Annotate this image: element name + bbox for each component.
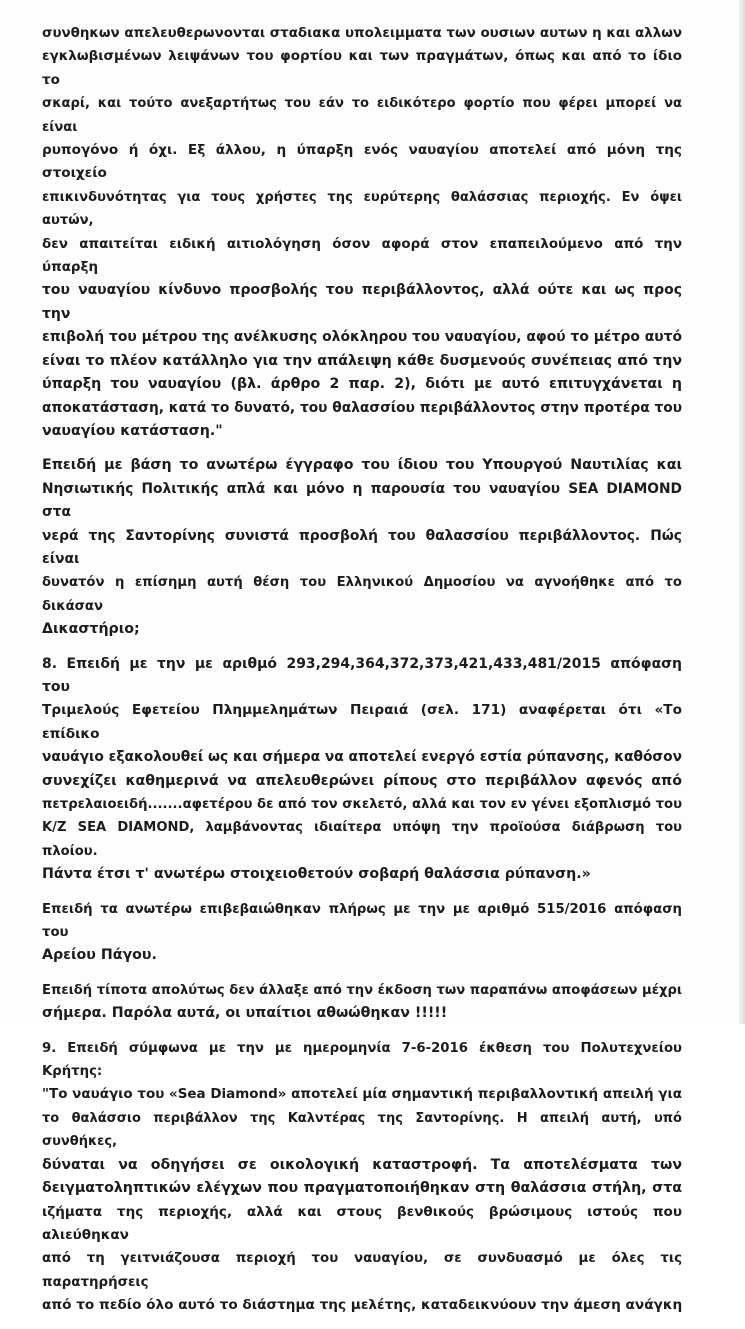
paragraph [42,454,682,641]
text-line: δυνατόν η επίσημη αυτή θέση του Ελληνικού Δημοσίου να αγνοήθηκε από το δικάσαν [42,575,682,614]
text-line: Νησιωτικής Πολιτικής απλά και μόνο η παρουσία του ναυαγίου SEA DIAMOND στα [42,480,682,521]
text-line: Επειδή με βάση το ανωτέρω έγγραφο του ίδιου του Υπουργού Ναυτιλίας και [42,457,682,474]
text-line: εγκλωβισμένων λειψάνων του φορτίου και των πραγμάτων, όπως και από το ίδιο το [42,48,682,88]
text-line: Πάντα έτσι τ' ανωτέρω στοιχειοθετούν σοβαρή θαλάσσια ρύπανση.» [42,866,591,883]
paragraph [42,653,682,887]
text-line: Τριμελούς Εφετείου Πλημμελημάτων Πειραιά (σελ. 171) αναφέρεται ότι «Το επίδικο [42,702,682,742]
text-line: πετρελαιοειδή.......αφετέρου δε από τον σκελετό, αλλά και τον εν γένει εξοπλισμό του [42,797,682,812]
text-line: ύπαρξη του ναυαγίου (βλ. άρθρο 2 παρ. 2), διότι με αυτό επιτυγχάνεται η [42,376,682,393]
text-line: 8. Επειδή με την με αριθμό 293,294,364,372,373,421,433,481/2015 απόφαση του [42,655,682,695]
text-line: ρυπογόνο ή όχι. Εξ άλλου, η ύπαρξη ενός ναυαγίου αποτελεί από μόνη της στοιχείο [42,142,682,182]
text-line: συνεχίζει καθημερινά να απελευθερώνει ρίπους στο περιβάλλον αφενός από [42,772,682,789]
page-edge-shadow [739,0,745,1024]
text-line: του ναυαγίου κίνδυνο προσβολής του περιβάλλοντος, αλλά ούτε και ως προς την [42,282,682,322]
text-line: δύναται να οδηγήσει σε οικολογική καταστροφή. Τα αποτελέσματα των [42,1156,682,1173]
text-line: ναυάγιο εξακολουθεί ως και σήμερα να αποτελεί ενεργό εστία ρύπανσης, καθόσον [42,749,682,766]
text-line: Επειδή τα ανωτέρω επιβεβαιώθηκαν πλήρως με την με αριθμό 515/2016 απόφαση του [42,901,682,941]
text-line: σκαρί, και τούτο ανεξαρτήτως του εάν το ειδικότερο φορτίο που φέρει μπορεί να είναι [42,96,682,135]
text-line: Αρείου Πάγου. [42,947,157,964]
text-line: από τη γειτνιάζουσα περιοχή του ναυαγίου, σε συνδυασμό με όλες τις παρατηρήσεις [42,1251,682,1290]
text-line: σήμερα. Παρόλα αυτά, οι υπαίτιοι αθωώθηκαν !!!!! [42,1005,448,1022]
text-line: Επειδή τίποτα απολύτως δεν άλλαξε από την έκδοση των παραπάνω αποφάσεων μέχρι [42,982,682,998]
text-line: νερά της Σαντορίνης συνιστά προσβολή του θαλασσίου περιβάλλοντος. Πώς είναι [42,527,682,567]
text-line: συνθηκων απελευθερωνονται σταδιακα υπολειμματα των ουσιων αυτων η και αλλων [42,26,682,41]
text-line: από το πεδίο όλο αυτό το διάστημα της μελέτης, καταδεικνύουν την άμεση ανάγκη [42,1297,683,1314]
document-body [42,22,682,1329]
paragraph [42,979,682,1026]
text-line: ιζήματα της περιοχής, αλλά και στους βενθικούς βρώσιμους ιστούς που αλιεύθηκαν [42,1203,682,1243]
text-line: ναυαγίου κατάσταση." [42,422,223,439]
text-line: Κ/Ζ SEA DIAMOND, λαμβάνοντας ιδιαίτερα υπόψη την προϊούσα διάβρωση του πλοίου. [42,820,682,859]
text-line: δεν απαιτείται ειδική αιτιολόγηση όσον αφορά στον επαπειλούμενο από την ύπαρξη [42,236,682,276]
text-line: αποκατάσταση, κατά το δυνατό, του θαλασσίου περιβάλλοντος στην προτέρα του [42,399,683,416]
paragraph [42,22,682,443]
text-line: 9. Επειδή σύμφωνα με την με ημερομηνία 7-6-2016 έκθεση του Πολυτεχνείου Κρήτης: [42,1040,682,1080]
text-line: το θαλάσσιο περιβάλλον της Καλντέρας της Σαντορίνης. Η απειλή αυτή, υπό συνθήκες, [42,1110,682,1150]
text-line: δειγματοληπτικών ελέγχων που πραγματοποιήθηκαν στη θαλάσσια στήλη, στα [42,1180,682,1197]
paragraph [42,1037,682,1318]
text-line: επικινδυνότητας για τους χρήστες της ευρύτερης θαλάσσιας περιοχής. Εν όψει αυτών, [42,189,682,229]
text-line: Δικαστήριο; [42,621,140,638]
text-line: "Το ναυάγιο του «Sea Diamond» αποτελεί μία σημαντική περιβαλλοντική απειλή για [42,1086,682,1103]
text-line: είναι το πλέον κατάλληλο για την απάλειψη κάθε δυσμενούς συνέπειας από την [42,352,682,369]
paragraph [42,898,682,968]
text-line: επιβολή του μέτρου της ανέλκυσης ολόκληρου του ναυαγίου, αφού το μέτρο αυτό [42,329,682,346]
